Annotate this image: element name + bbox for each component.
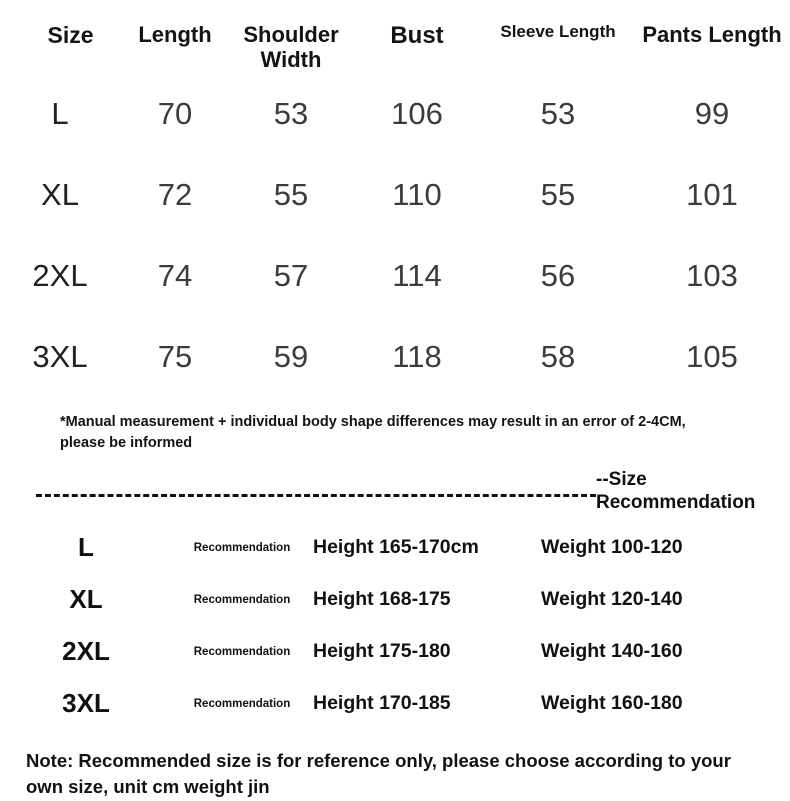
list-item bbox=[0, 678, 790, 730]
cell-shoulder: 57 bbox=[273, 258, 309, 294]
cell-size: XL bbox=[41, 177, 79, 213]
cell-length: 72 bbox=[157, 177, 193, 213]
cell-bust: 118 bbox=[392, 339, 442, 375]
size-measurements-table bbox=[0, 0, 790, 398]
cell-length: 74 bbox=[157, 258, 193, 294]
list-item bbox=[0, 574, 790, 626]
cell-sleeve: 55 bbox=[540, 177, 576, 213]
cell-shoulder: 55 bbox=[273, 177, 309, 213]
cell-length: 75 bbox=[157, 339, 193, 375]
cell-sleeve: 56 bbox=[540, 258, 576, 294]
measurement-disclaimer: *Manual measurement + individual body shape differences may result in an error of 2-4CM, please be informed bbox=[60, 413, 686, 451]
table-row bbox=[0, 74, 790, 155]
size-table-header bbox=[0, 0, 790, 74]
cell-size: 3XL bbox=[32, 339, 88, 375]
cell-size: L bbox=[51, 96, 69, 132]
rec-size: 3XL bbox=[62, 688, 110, 719]
column-header-shoulder-width: Shoulder Width bbox=[243, 22, 339, 73]
footer-note: Note: Recommended size is for reference only, please choose according to your own size, unit cm weight jin bbox=[26, 749, 731, 798]
size-table-body bbox=[0, 74, 790, 398]
table-row bbox=[0, 155, 790, 236]
cell-size: 2XL bbox=[32, 258, 88, 294]
cell-pants: 99 bbox=[694, 96, 730, 132]
table-row bbox=[0, 317, 790, 398]
rec-size: L bbox=[78, 532, 94, 563]
column-header-sleeve-length: Sleeve Length bbox=[500, 22, 616, 41]
table-header-row bbox=[0, 0, 790, 74]
cell-pants: 105 bbox=[686, 339, 738, 375]
column-header-size: Size bbox=[47, 22, 94, 48]
cell-shoulder: 59 bbox=[273, 339, 309, 375]
rec-weight: Weight 140-160 bbox=[541, 640, 683, 663]
rec-weight: Weight 120-140 bbox=[541, 588, 683, 611]
cell-bust: 114 bbox=[392, 258, 442, 294]
size-recommendation-title: --Size Recommendation bbox=[596, 468, 756, 514]
rec-label-word: Recommendation bbox=[193, 645, 291, 658]
cell-bust: 110 bbox=[392, 177, 442, 213]
section-divider bbox=[0, 468, 790, 524]
column-header-bust: Bust bbox=[390, 22, 444, 49]
cell-bust: 106 bbox=[391, 96, 443, 132]
rec-height: Height 175-180 bbox=[313, 640, 451, 663]
cell-shoulder: 53 bbox=[273, 96, 309, 132]
rec-size: 2XL bbox=[62, 636, 110, 667]
rec-height: Height 170-185 bbox=[313, 692, 451, 715]
list-item bbox=[0, 626, 790, 678]
rec-weight: Weight 160-180 bbox=[541, 692, 683, 715]
cell-pants: 101 bbox=[686, 177, 738, 213]
cell-sleeve: 53 bbox=[540, 96, 576, 132]
column-header-length: Length bbox=[138, 22, 212, 47]
size-recommendation-table bbox=[0, 522, 790, 730]
cell-sleeve: 58 bbox=[540, 339, 576, 375]
column-header-pants-length: Pants Length bbox=[642, 22, 782, 47]
rec-height: Height 165-170cm bbox=[313, 536, 479, 559]
rec-size: XL bbox=[69, 584, 103, 615]
rec-height: Height 168-175 bbox=[313, 588, 451, 611]
rec-label-word: Recommendation bbox=[193, 541, 291, 554]
cell-pants: 103 bbox=[686, 258, 738, 294]
recommendation-table-body bbox=[0, 522, 790, 730]
rec-weight: Weight 100-120 bbox=[541, 536, 683, 559]
list-item bbox=[0, 522, 790, 574]
table-row bbox=[0, 236, 790, 317]
cell-length: 70 bbox=[157, 96, 193, 132]
rec-label-word: Recommendation bbox=[193, 593, 291, 606]
rec-label-word: Recommendation bbox=[193, 697, 291, 710]
dashed-line bbox=[36, 494, 596, 497]
